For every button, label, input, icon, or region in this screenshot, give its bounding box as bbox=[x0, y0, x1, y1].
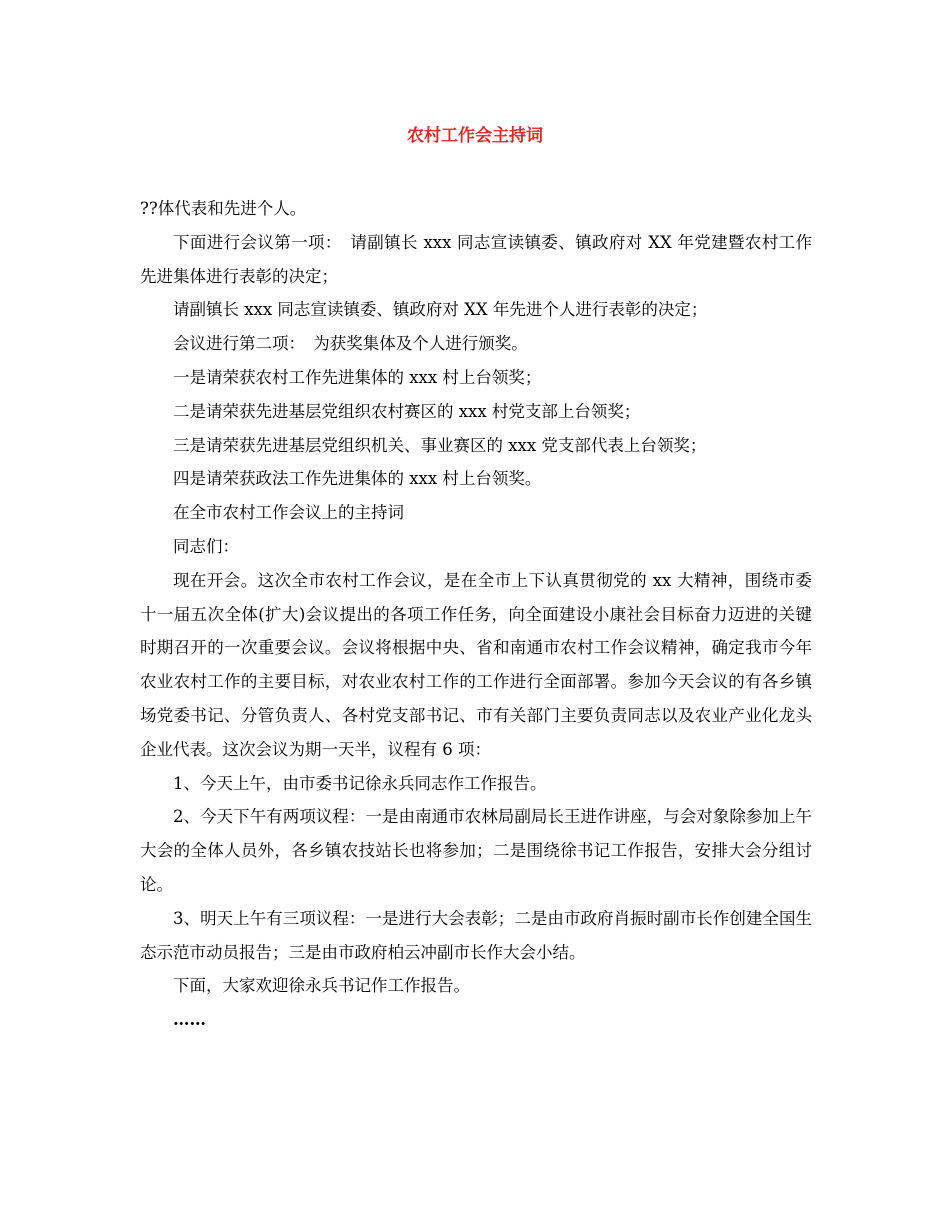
agenda-item: 1、今天上午，由市委书记徐永兵同志作工作报告。 bbox=[173, 773, 547, 793]
paragraph: 现在开会。这次全市农村工作会议，是在全市上下认真贯彻党的 xx 大精神，围绕市委十一届五次全体(扩大)会议提出的各项工作任务，向全面建设小康社会目标奋力迈进的关键时期召开的一次重要会议。会议将根据中央、省和南通市农村工作会议精神，确定我市今年农业农村工作的主要目标，对农业农村工作的工作进行全面部署。参加今天会议的有各乡镇场党委书记、分管负责人、各村党支部书记、市有关部门主要负责同志以及农业产业化龙头企业代表。这次会议为期一天半，议程有 6 项： bbox=[140, 570, 812, 759]
paragraph: 二是请荣获先进基层党组织农村赛区的 xxx 村党支部上台领奖； bbox=[173, 401, 641, 421]
agenda-item: 3、明天上午有三项议程：一是进行大会表彰；二是由市政府肖振时副市长作创建全国生态示范市动员报告；三是由市政府柏云冲副市长作大会小结。 bbox=[140, 908, 812, 962]
salutation: 同志们： bbox=[173, 536, 239, 556]
paragraph: 下面进行会议第一项： 请副镇长 xxx 同志宣读镇委、镇政府对 XX 年党建暨农村工作先进集体进行表彰的决定； bbox=[140, 232, 812, 286]
paragraph: 请副镇长 xxx 同志宣读镇委、镇政府对 XX 年先进个人进行表彰的决定； bbox=[173, 300, 708, 320]
paragraph: 会议进行第二项： 为获奖集体及个人进行颁奖。 bbox=[173, 334, 528, 354]
agenda-item: 2、今天下午有两项议程：一是由南通市农林局副局长王进作讲座，与会对象除参加上午大会的全体人员外，各乡镇农技站长也将参加；二是围绕徐书记工作报告，安排大会分组讨论。 bbox=[140, 807, 812, 894]
paragraph: 三是请荣获先进基层党组织机关、事业赛区的 xxx 党支部代表上台领奖； bbox=[173, 435, 707, 455]
paragraph: 四是请荣获政法工作先进集体的 xxx 村上台领奖。 bbox=[173, 469, 542, 489]
document-title: 农村工作会主持词 bbox=[407, 126, 543, 146]
document-body bbox=[140, 192, 812, 1037]
paragraph: ??体代表和先进个人。 bbox=[140, 199, 307, 218]
ellipsis: …… bbox=[173, 1010, 206, 1030]
paragraph: 一是请荣获农村工作先进集体的 xxx 村上台领奖； bbox=[173, 367, 542, 387]
section-heading: 在全市农村工作会议上的主持词 bbox=[173, 503, 404, 523]
paragraph: 下面，大家欢迎徐永兵书记作工作报告。 bbox=[173, 976, 470, 996]
